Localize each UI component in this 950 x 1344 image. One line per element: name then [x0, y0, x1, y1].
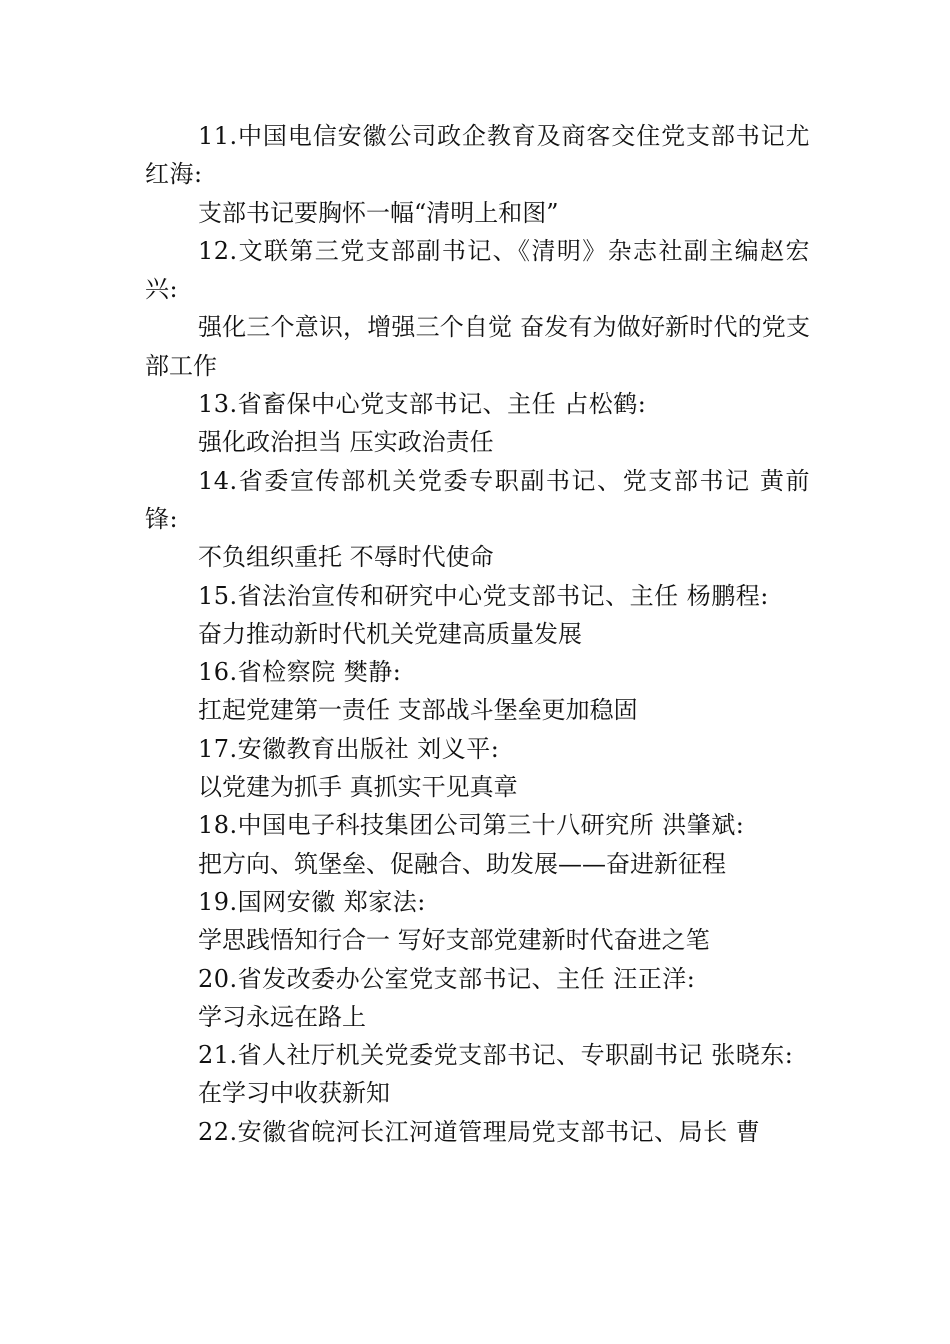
entry-heading-15: 15.省法治宣传和研究中心党支部书记、主任 杨鹏程: [198, 581, 769, 610]
entry-heading-17: 17.安徽教育出版社 刘义平: [198, 734, 500, 763]
document-body [145, 117, 810, 1151]
entry-title-19: 学思践悟知行合一 写好支部党建新时代奋进之笔 [198, 926, 710, 955]
entry-title-16: 扛起党建第一责任 支部战斗堡垒更加稳固 [198, 696, 638, 725]
entry-title-15: 奋力推动新时代机关党建高质量发展 [198, 619, 582, 648]
entry-title-21: 在学习中收获新知 [198, 1079, 390, 1108]
entry-title-13: 强化政治担当 压实政治责任 [198, 428, 494, 457]
entry-heading-11: 11.中国电信安徽公司政企教育及商客交住党支部书记尤红海: [145, 122, 810, 189]
entry-heading-13: 13.省畜保中心党支部书记、主任 占松鹤: [198, 390, 647, 419]
entry-title-17: 以党建为抓手 真抓实干见真章 [198, 773, 518, 802]
entry-heading-14: 14.省委宣传部机关党委专职副书记、党支部书记 黄前锋: [145, 466, 810, 533]
entry-heading-21: 21.省人社厅机关党委党支部书记、专职副书记 张晓东: [198, 1041, 794, 1070]
entry-heading-18: 18.中国电子科技集团公司第三十八研究所 洪肇斌: [198, 811, 745, 840]
entry-title-11: 支部书记要胸怀一幅“清明上和图” [198, 198, 559, 227]
entry-heading-19: 19.国网安徽 郑家法: [198, 887, 426, 916]
entry-heading-20: 20.省发改委办公室党支部书记、主任 汪正洋: [198, 964, 696, 993]
entry-heading-22: 22.安徽省皖河长江河道管理局党支部书记、局长 曹 [198, 1117, 761, 1146]
entry-title-18: 把方向、筑堡垒、促融合、助发展——奋进新征程 [198, 849, 726, 878]
entry-title-20: 学习永远在路上 [198, 1002, 366, 1031]
entry-title-14: 不负组织重托 不辱时代使命 [198, 543, 494, 572]
entry-heading-12: 12.文联第三党支部副书记、《清明》杂志社副主编赵宏兴: [145, 236, 810, 304]
entry-title-12: 强化三个意识，增强三个自觉 奋发有为做好新时代的党支部工作 [145, 313, 810, 380]
entry-heading-16: 16.省检察院 樊静: [198, 658, 402, 687]
